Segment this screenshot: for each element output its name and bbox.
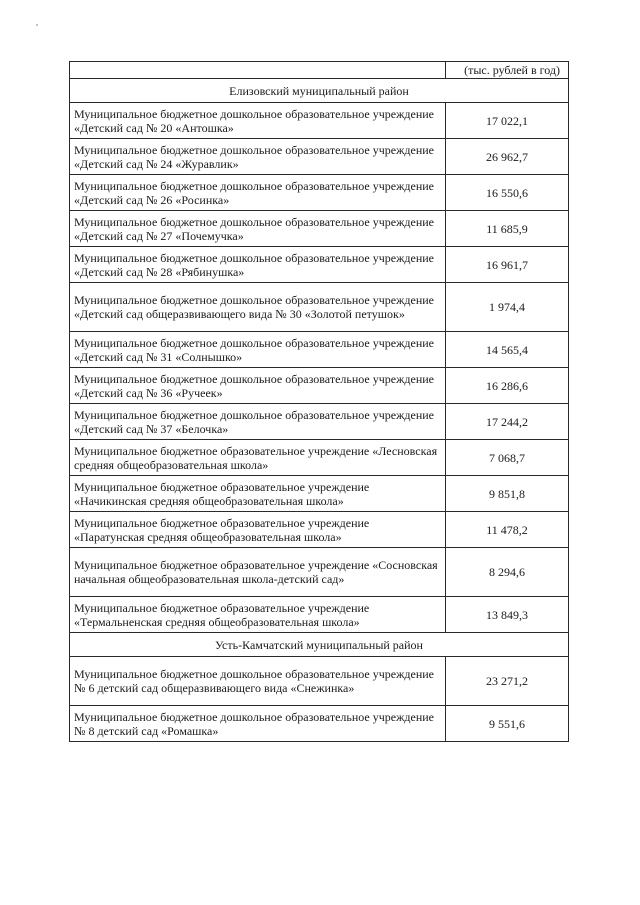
institution-name: Муниципальное бюджетное дошкольное образовательное учреждение № 6 детский сад общеразвивающего вида «Снежинка» xyxy=(70,657,446,706)
institution-name: Муниципальное бюджетное дошкольное образовательное учреждение № 8 детский сад «Ромашка» xyxy=(70,706,446,742)
budget-table xyxy=(69,61,569,742)
table-row xyxy=(70,548,569,597)
table-row xyxy=(70,706,569,742)
funding-amount: 1 974,4 xyxy=(446,283,569,332)
institution-name: Муниципальное бюджетное образовательное учреждение «Паратунская средняя общеобразовательная школа» xyxy=(70,512,446,548)
district-row xyxy=(70,79,569,103)
table-row xyxy=(70,476,569,512)
unit-header: (тыс. рублей в год) xyxy=(446,62,569,79)
table-row xyxy=(70,211,569,247)
district-name: Усть-Камчатский муниципальный район xyxy=(70,633,569,657)
table-row xyxy=(70,139,569,175)
institution-name: Муниципальное бюджетное дошкольное образовательное учреждение «Детский сад № 36 «Ручеек» xyxy=(70,368,446,404)
table-row xyxy=(70,597,569,633)
table-row xyxy=(70,657,569,706)
funding-amount: 9 551,6 xyxy=(446,706,569,742)
funding-amount: 16 961,7 xyxy=(446,247,569,283)
table-row xyxy=(70,404,569,440)
funding-amount: 26 962,7 xyxy=(446,139,569,175)
table-row xyxy=(70,332,569,368)
funding-amount: 7 068,7 xyxy=(446,440,569,476)
funding-amount: 11 478,2 xyxy=(446,512,569,548)
table-row xyxy=(70,368,569,404)
institution-name: Муниципальное бюджетное образовательное учреждение «Сосновская начальная общеобразовательная школа-детский сад» xyxy=(70,548,446,597)
table-row xyxy=(70,512,569,548)
table-row xyxy=(70,247,569,283)
funding-amount: 17 022,1 xyxy=(446,103,569,139)
table-header-row xyxy=(70,62,569,79)
institution-name: Муниципальное бюджетное дошкольное образовательное учреждение «Детский сад № 26 «Росинка» xyxy=(70,175,446,211)
funding-amount: 9 851,8 xyxy=(446,476,569,512)
table-row xyxy=(70,175,569,211)
district-name: Елизовский муниципальный район xyxy=(70,79,569,103)
institution-name: Муниципальное бюджетное дошкольное образовательное учреждение «Детский сад № 37 «Белочка» xyxy=(70,404,446,440)
table-row xyxy=(70,103,569,139)
scan-speck xyxy=(36,24,38,26)
institution-name: Муниципальное бюджетное дошкольное образовательное учреждение «Детский сад общеразвивающего вида № 30 «Золотой петушок» xyxy=(70,283,446,332)
institution-name: Муниципальное бюджетное дошкольное образовательное учреждение «Детский сад № 24 «Журавлик» xyxy=(70,139,446,175)
institution-name: Муниципальное бюджетное образовательное учреждение «Лесновская средняя общеобразовательная школа» xyxy=(70,440,446,476)
institution-name: Муниципальное бюджетное дошкольное образовательное учреждение «Детский сад № 31 «Солнышко» xyxy=(70,332,446,368)
institution-name: Муниципальное бюджетное образовательное учреждение «Начикинская средняя общеобразовательная школа» xyxy=(70,476,446,512)
institution-name: Муниципальное бюджетное дошкольное образовательное учреждение «Детский сад № 28 «Рябинушка» xyxy=(70,247,446,283)
funding-amount: 13 849,3 xyxy=(446,597,569,633)
funding-amount: 8 294,6 xyxy=(446,548,569,597)
funding-amount: 17 244,2 xyxy=(446,404,569,440)
funding-amount: 16 550,6 xyxy=(446,175,569,211)
district-row xyxy=(70,633,569,657)
table-row xyxy=(70,283,569,332)
institution-name: Муниципальное бюджетное образовательное учреждение «Термальненская средняя общеобразовательная школа» xyxy=(70,597,446,633)
funding-amount: 11 685,9 xyxy=(446,211,569,247)
institution-name: Муниципальное бюджетное дошкольное образовательное учреждение «Детский сад № 27 «Почемучка» xyxy=(70,211,446,247)
funding-amount: 14 565,4 xyxy=(446,332,569,368)
funding-amount: 23 271,2 xyxy=(446,657,569,706)
institution-name: Муниципальное бюджетное дошкольное образовательное учреждение «Детский сад № 20 «Антошка» xyxy=(70,103,446,139)
header-name-cell xyxy=(70,62,446,79)
table-row xyxy=(70,440,569,476)
funding-amount: 16 286,6 xyxy=(446,368,569,404)
